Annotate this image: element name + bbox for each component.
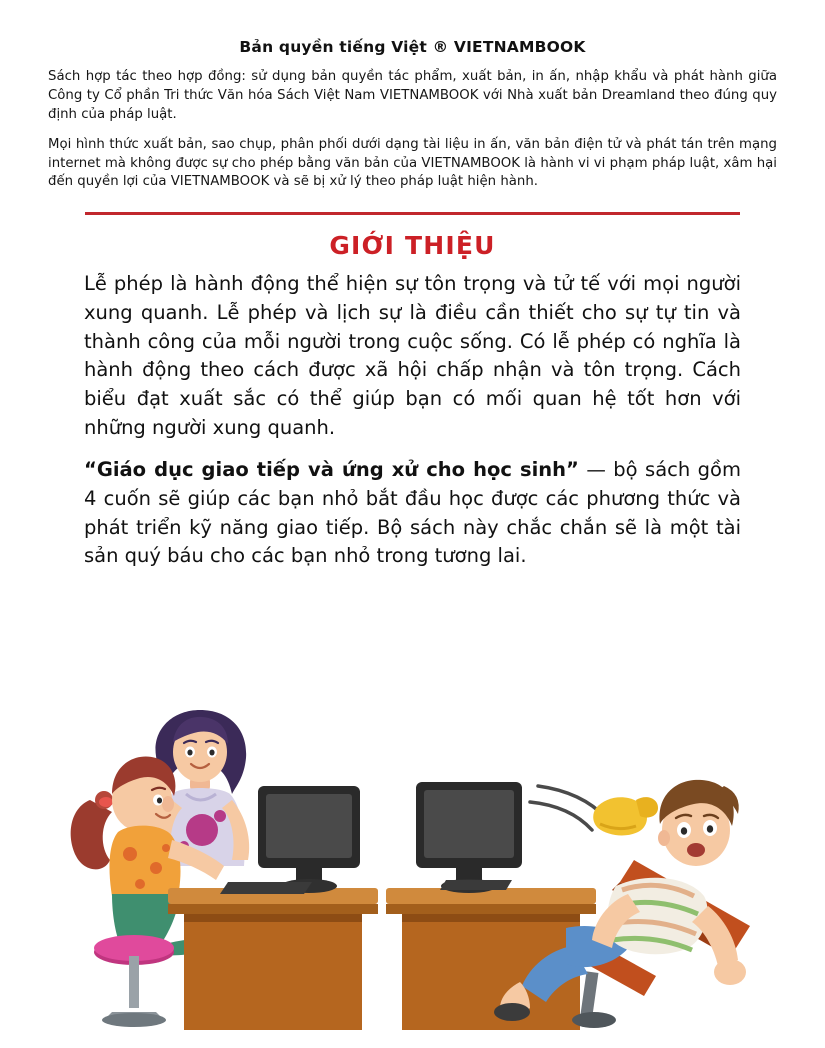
- thrown-glove: [593, 797, 658, 835]
- copyright-paragraph-2: Mọi hình thức xuất bản, sao chụp, phân phối dưới dạng tài liệu in ấn, văn bản điện tử và phát tán trên mạng internet mà không được sự cho phép bằng văn bản của VIETNAMBOOK là hành vi vi phạm pháp luật, xâm hại đến quyền lợi của VIETNAMBOOK và sẽ bị xử lý theo pháp luật hiện hành.: [48, 136, 777, 190]
- intro-paragraph-2-rest: — bộ sách gồm 4 cuốn sẽ giúp các bạn nhỏ bắt đầu học được các phương thức và phát triển kỹ năng giao tiếp. Bộ sách này chắc chắn sẽ là một tài sản quý báu cho các bạn nhỏ trong tương lai.: [84, 458, 741, 568]
- intro-section: [46, 270, 779, 571]
- copyright-paragraph-1: Sách hợp tác theo hợp đồng: sử dụng bản quyền tác phẩm, xuất bản, in ấn, nhập khẩu và phát hành giữa Công ty Cổ phần Tri thức Văn hóa Sách Việt Nam VIETNAMBOOK với Nhà xuất bản Dreamland theo đúng quy định của pháp luật.: [48, 69, 777, 122]
- desk-accessories: [440, 880, 512, 890]
- desk-left: [168, 888, 378, 1030]
- section-divider: [85, 212, 740, 215]
- copyright-title: Bản quyền tiếng Việt ® VIETNAMBOOK: [239, 38, 586, 56]
- book-series-title: “Giáo dục giao tiếp và ứng xử cho học sinh”: [84, 458, 579, 482]
- copyright-section: [46, 38, 779, 192]
- illustration-children-at-computers: [60, 690, 780, 1030]
- intro-paragraph-2: [84, 456, 741, 571]
- monitor-right: [416, 782, 522, 893]
- intro-heading: GIỚI THIỆU: [329, 231, 496, 261]
- motion-lines: [530, 786, 606, 830]
- intro-paragraph-1: Lễ phép là hành động thể hiện sự tôn trọng và tử tế với mọi người xung quanh. Lễ phép và lịch sự là điều cần thiết cho sự tự tin và thành công của mỗi người trong cuộc sống. Có lễ phép có nghĩa là hành động theo cách được xã hội chấp nhận và tôn trọng. Cách biểu đạt xuất sắc có thể giúp bạn có mối quan hệ tốt hơn với những người xung quanh.: [84, 272, 741, 439]
